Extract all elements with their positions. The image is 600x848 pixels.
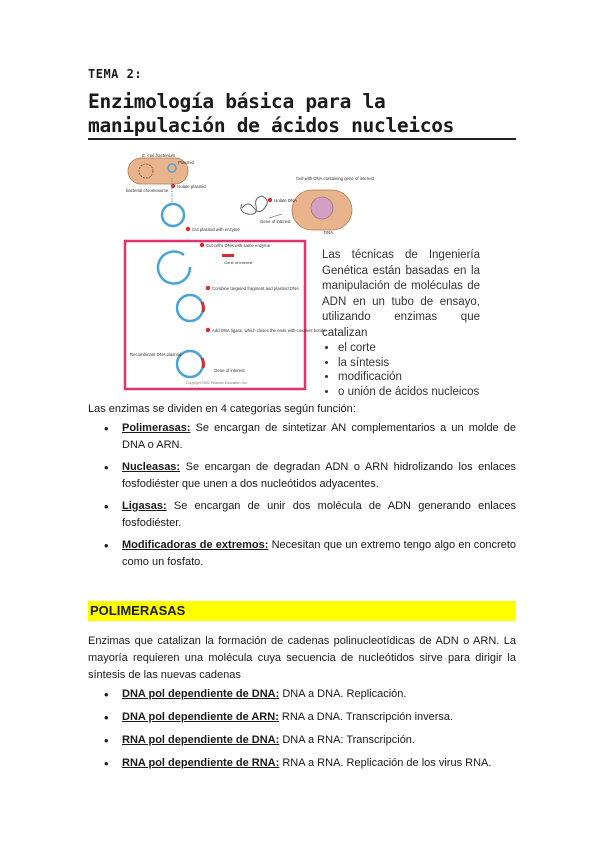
term: Modificadoras de extremos:: [122, 539, 269, 551]
intro-item: • o unión de ácidos nucleicos: [338, 385, 480, 400]
donor-nucleus: [311, 197, 333, 219]
label-ligase: Add DNA ligase, which closes the ends with covalent bonds: [212, 328, 326, 333]
label-dna: DNA: [324, 230, 334, 235]
opened-plasmid: [158, 251, 190, 283]
step-2-dot: [186, 227, 190, 231]
intro-item: • modificación: [338, 370, 480, 385]
intro-item: • el corte: [338, 341, 480, 356]
polymerase-list: [104, 686, 516, 778]
term: DNA pol dependiente de ARN:: [122, 711, 279, 723]
definition: DNA a DNA. Replicación.: [282, 688, 407, 700]
term: Polimerasas:: [122, 422, 191, 434]
intro-list: [322, 341, 480, 399]
label-isolate: Isolate plasmid: [177, 184, 206, 189]
term: DNA pol dependiente de DNA:: [122, 688, 280, 700]
term: RNA pol dependiente de RNA:: [122, 757, 280, 769]
step-3-dot: [268, 198, 272, 202]
label-isolate-dna: Isolate DNA: [274, 198, 297, 203]
label-cut-cells: Cut cell's DNA with same enzyme: [206, 243, 271, 248]
label-recombinant: Recombinant DNA plasmid: [130, 352, 182, 357]
label-chromosome: bacterial chromosome: [126, 188, 169, 193]
intro-item: • la síntesis: [338, 356, 480, 371]
list-item: [104, 686, 516, 703]
label-combine: Combine targeted fragment and plasmid DNA: [212, 286, 299, 291]
step-5-dot: [206, 286, 210, 290]
categories-lead: Las enzimas se dividen en 4 categorías según función:: [88, 403, 356, 415]
highlight-frame: [125, 241, 305, 389]
label-cell-dna: Cell with DNA containing gene of interest: [296, 176, 374, 181]
step-6-dot: [206, 328, 210, 332]
term: Ligasas:: [122, 500, 167, 512]
combined-plasmid: [177, 295, 203, 321]
isolated-plasmid: [162, 204, 184, 226]
definition: Necesitan que un extremo tengo algo en concreto como un fosfato.: [122, 539, 516, 568]
isolated-dna-strand: [241, 196, 267, 214]
label-copyright: Copyright 2002 Pearson Education, Inc.: [186, 381, 248, 385]
section-paragraph: Enzimas que catalizan la formación de cadenas polinucleotídicas de ADN o ARN. La mayoría requieren una molécula cuya secuencia de nucleótidos sirve para dirigir la síntesis de las nuevas cadenas: [88, 635, 516, 681]
definition: RNA a RNA. Replicación de los virus RNA.: [282, 757, 492, 769]
topic-number: TEMA 2:: [88, 67, 143, 81]
label-ecoli: E. coli bacterium: [142, 153, 176, 158]
title-underline: [88, 138, 516, 140]
categories-list: [104, 420, 516, 576]
list-item: [104, 420, 516, 454]
definition: Se encargan de degradan ADN o ARN hidrolizando los enlaces fosfodiéster que unen a dos nucleótidos adyacentes.: [122, 461, 517, 490]
label-gene-interest-final: Gene of interest: [214, 368, 245, 373]
intro-paragraph: Las técnicas de Ingeniería Genética están basadas en la manipulación de moléculas de ADN en un tubo de ensayo, utilizando enzimas que catalizan: [322, 249, 480, 339]
definition: RNA a DNA. Transcripción inversa.: [281, 711, 454, 723]
label-gene-interest: Gene of interest: [260, 219, 291, 224]
term: RNA pol dependiente de DNA:: [122, 734, 280, 746]
label-cut-plasmid: Cut plasmid with enzyme: [192, 227, 240, 232]
term: Nucleasas:: [122, 461, 181, 473]
list-item: [104, 755, 516, 772]
label-gene-interest-fragment: Gene of interest: [224, 260, 253, 265]
section-title: POLIMERASAS: [90, 603, 186, 618]
list-item: [104, 709, 516, 726]
list-item: [104, 537, 516, 571]
page-title: Enzimología básica para la manipulación de ácidos nucleicos: [88, 90, 455, 137]
list-item: [104, 732, 516, 749]
label-plasmid: Plasmid: [178, 160, 195, 165]
gene-fragment: [222, 254, 234, 257]
list-item: [104, 498, 516, 532]
list-item: [104, 459, 516, 493]
definition: Se encargan de unir dos molécula de ADN generando enlaces fosfodiéster.: [122, 500, 516, 529]
step-1-dot: [171, 184, 175, 188]
figure-caption: [322, 248, 480, 399]
step-4-dot: [200, 243, 204, 247]
definition: Se encargan de sintetizar AN complementarios a un molde de DNA o ARN.: [122, 422, 517, 451]
definition: DNA a RNA: Transcripción.: [282, 734, 415, 746]
